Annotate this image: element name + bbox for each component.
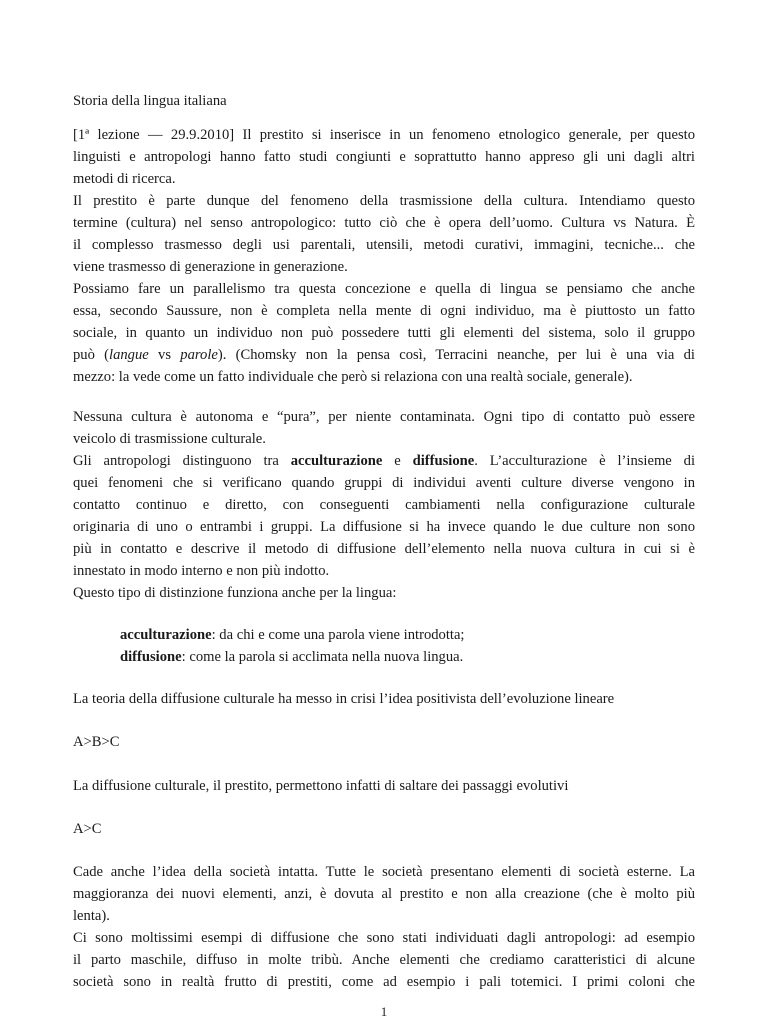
text-line: veicolo di trasmissione culturale. bbox=[73, 431, 266, 447]
document-title: Storia della lingua italiana bbox=[73, 93, 227, 109]
formula: A>B>C bbox=[73, 734, 120, 750]
text-line: Possiamo fare un parallelismo tra questa concezione e quella di lingua se pensiamo che anche bbox=[73, 281, 695, 297]
text-line: viene trasmesso di generazione in generazione. bbox=[73, 259, 348, 275]
list-item: diffusione: come la parola si acclimata nella nuova lingua. bbox=[120, 649, 464, 665]
term-acculturazione: acculturazione bbox=[290, 453, 383, 469]
term-parole: parole bbox=[180, 347, 218, 363]
term-langue: langue bbox=[109, 347, 149, 363]
list-term: diffusione bbox=[120, 649, 182, 665]
text-line: originaria di uno o entrambi i gruppi. La diffusione si ha invece quando le due culture non sono bbox=[73, 519, 695, 535]
page-number: 1 bbox=[380, 1004, 388, 1019]
text-line: può (langue vs parole). (Chomsky non la pensa così, Terracini neanche, per lui è una via di bbox=[73, 347, 695, 363]
text-line: Gli antropologi distinguono tra acculturazione e diffusione. L’acculturazione è l’insieme di bbox=[73, 453, 695, 469]
text-line: metodi di ricerca. bbox=[73, 171, 176, 187]
text-line: mezzo: la vede come un fatto individuale che però si relaziona con una realtà sociale, generale). bbox=[73, 369, 633, 385]
text-line: Cade anche l’idea della società intatta. Tutte le società presentano elementi di società esterne. La bbox=[73, 864, 695, 880]
term-diffusione: diffusione bbox=[412, 453, 475, 469]
text-line: La diffusione culturale, il prestito, permettono infatti di saltare dei passaggi evolutivi bbox=[73, 778, 569, 794]
text-line: lenta). bbox=[73, 908, 110, 924]
text-line: termine (cultura) nel senso antropologico: tutto ciò che è opera dell’uomo. Cultura vs Natura. È bbox=[73, 215, 695, 231]
text-line: [1ª lezione — 29.9.2010] Il prestito si inserisce in un fenomeno etnologico generale, per questo bbox=[73, 127, 695, 143]
text-line: il parto maschile, diffuso in molte tribù. Anche elementi che crediamo caratteristici di alcune bbox=[73, 952, 695, 968]
text-line: Nessuna cultura è autonoma e “pura”, per niente contaminata. Ogni tipo di contatto può essere bbox=[73, 409, 695, 425]
text-line: maggioranza dei nuovi elementi, anzi, è dovuta al prestito e non alla creazione (che è molto più bbox=[73, 886, 695, 902]
text-line: La teoria della diffusione culturale ha messo in crisi l’idea positivista dell’evoluzione lineare bbox=[73, 691, 615, 707]
text-line: Ci sono moltissimi esempi di diffusione che sono stati individuati dagli antropologi: ad esempio bbox=[73, 930, 695, 946]
text-line: Il prestito è parte dunque del fenomeno della trasmissione della cultura. Intendiamo questo bbox=[73, 193, 695, 209]
text-line: società sono in realtà frutto di prestiti, come ad esempio i pali totemici. I primi coloni che bbox=[73, 974, 695, 990]
text-line: innestato in modo interno e non più indotto. bbox=[73, 563, 330, 579]
formula: A>C bbox=[73, 821, 102, 837]
text-line: sociale, in quanto un individuo non può possedere tutti gli elementi del sistema, solo il gruppo bbox=[73, 325, 695, 341]
text-line: contatto continuo e diretto, con conseguenti cambiamenti nella configurazione culturale bbox=[73, 497, 695, 513]
text-line: essa, secondo Saussure, non è completa nella mente di ogni individuo, ma è piuttosto un fatto bbox=[73, 303, 695, 319]
text-line: più in contatto e descrive il metodo di diffusione dell’elemento nella nuova cultura in cui si è bbox=[73, 541, 695, 557]
text-line: quei fenomeni che si verificano quando gruppi di individui aventi culture diverse vengono in bbox=[73, 475, 695, 491]
text-line: il complesso trasmesso degli usi parentali, utensili, metodi curativi, immagini, tecniche... che bbox=[73, 237, 695, 253]
list-item: acculturazione: da chi e come una parola viene introdotta; bbox=[120, 627, 465, 643]
list-term: acculturazione bbox=[120, 627, 212, 643]
text-line: Questo tipo di distinzione funziona anche per la lingua: bbox=[73, 585, 397, 601]
text-line: linguisti e antropologi hanno fatto studi congiunti e soprattutto hanno appreso gli uni dagli altri bbox=[73, 149, 695, 165]
